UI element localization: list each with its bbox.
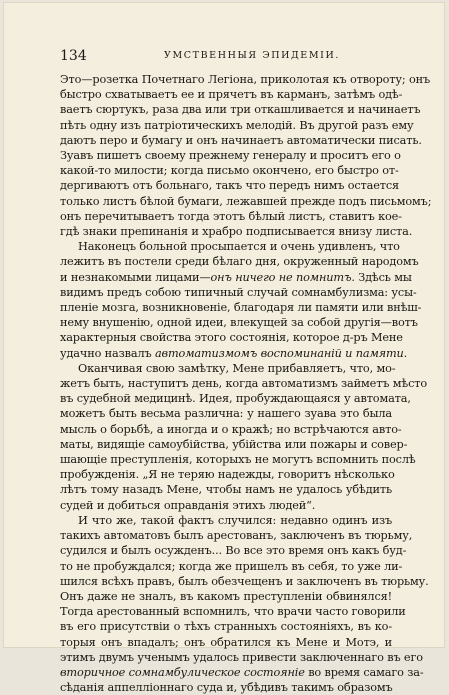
text-run: И что же, такой фактъ случился: недавно одинъ изъ (78, 513, 392, 527)
text-run: характерныя свойства этого состоянія, которое д-ръ Мене (60, 331, 403, 345)
text-run: пробужденія. „Я не теряю надежды, говоритъ нѣсколько (60, 468, 395, 482)
text-line (60, 391, 411, 406)
text-run: въ судебной медицинѣ. Идея, пробуждающаяся у автомата, (60, 392, 411, 406)
page-number: 134 (60, 48, 87, 64)
text-line (60, 543, 407, 558)
text-run: въ его присутствіи о тѣхъ странныхъ состояніяхъ, въ ко- (60, 620, 392, 634)
text-run: Онъ даже не зналъ, въ какомъ преступленіи обвинялся! (60, 589, 392, 603)
text-line (60, 330, 403, 345)
text-run: удачно назвалъ (60, 346, 155, 360)
text-run: этимъ двумъ ученымъ удалось привести заключеннаго въ его (60, 650, 423, 664)
text-run: пѣть одну изъ патріотическихъ мелодій. Въ другой разъ ему (60, 118, 414, 132)
text-run: дергиваютъ отъ больнаго, такъ что передъ нимъ остается (60, 179, 400, 193)
text-run: Здѣсь мы (354, 270, 412, 284)
text-line (60, 482, 392, 497)
text-line (60, 224, 413, 239)
text-line (60, 270, 412, 285)
text-line (60, 133, 422, 148)
text-line (60, 376, 427, 391)
italic-phrase: онъ ничего не помнитъ. (210, 270, 355, 284)
text-line (60, 315, 418, 330)
text-run: лежитъ въ постели среди бѣлаго дня, окруженный народомъ (60, 255, 419, 269)
text-run: гдѣ знаки препинанія и храбро подписывается внизу листа. (60, 225, 413, 239)
book-page (4, 3, 444, 695)
text-run: можетъ быть весьма различна: у нашего зуава это была (60, 407, 392, 421)
text-line (60, 513, 392, 528)
text-run: жетъ быть, наступитъ день, когда автоматизмъ займетъ мѣсто (60, 377, 427, 391)
text-line (60, 102, 421, 117)
italic-phrase: автоматизмомъ воспоминаній и памяти. (154, 346, 408, 360)
text-line (60, 118, 414, 133)
text-run: шился всѣхъ правъ, былъ обезчещенъ и заключенъ въ тюрьму. (60, 574, 429, 588)
text-run: судей и добиться оправданія этихъ людей“. (60, 498, 316, 512)
text-run: Наконецъ больной просыпается и очень удивленъ, что (78, 240, 400, 254)
text-line (60, 498, 392, 513)
text-line (60, 209, 402, 224)
text-run: ваетъ сюртукъ, раза два или три откашливается и начинаетъ (60, 103, 421, 117)
text-run: быстро схватываетъ ее и прячетъ въ карманъ, затѣмъ одѣ- (60, 88, 403, 102)
text-run: Зуавъ пишетъ своему прежнему генералу и проситъ его о (60, 149, 401, 163)
text-line (60, 285, 417, 300)
text-line (60, 559, 403, 574)
text-line (60, 619, 392, 634)
text-run: судился и былъ осужденъ... Во все это время онъ какъ буд- (60, 544, 407, 558)
text-line (60, 361, 396, 376)
text-run: какой-то милости; когда письмо окончено, его быстро от- (60, 164, 399, 178)
text-run: торыя онъ впадалъ; онъ обратился къ Мене и Мотэ, и (60, 635, 392, 649)
text-line (60, 163, 399, 178)
text-line (60, 422, 402, 437)
text-run: маты, видящіе самоубійства, убійства или пожары и совер- (60, 437, 408, 451)
text-run: пленіе мозга, возникновеніе, благодаря ли памяти или внѣш- (60, 301, 422, 315)
text-line (60, 194, 432, 209)
text-run: нему внушенію, одной идеи, влекущей за собой другія—вотъ (60, 316, 418, 330)
text-line (60, 650, 423, 665)
text-run: то не пробуждался; когда же пришелъ въ себя, то уже ли- (60, 559, 403, 573)
text-run: онъ перечитываетъ тогда этотъ бѣлый листъ, ставитъ кое- (60, 209, 402, 223)
text-line (60, 635, 392, 650)
text-run: мысль о борьбѣ, а иногда и о кражѣ; но встрѣчаются авто- (60, 422, 402, 436)
text-line (60, 300, 422, 315)
running-title: УМСТВЕННЫЯ ЭПИДЕМІИ. (164, 50, 341, 61)
italic-phrase: вторичное сомнамбулическое состояніе (60, 665, 305, 679)
text-line (60, 437, 408, 452)
text-run: лѣтъ тому назадъ Мене, чтобы намъ не удалось убѣдить (60, 483, 392, 497)
text-run: Это—розетка Почетнаго Легіона, приколотая къ отвороту; онъ (60, 73, 431, 86)
text-run: во время самаго за- (304, 665, 424, 679)
text-run: такихъ автоматовъ былъ арестованъ, заключенъ въ тюрьму, (60, 529, 413, 543)
text-run: Тогда арестованный вспомнилъ, что врачи часто говорили (60, 605, 406, 619)
text-run: только листъ бѣлой бумаги, лежавшей прежде подъ письмомъ; (60, 194, 432, 208)
text-line (60, 528, 413, 543)
text-line (60, 574, 429, 589)
page-header (60, 48, 390, 64)
text-line (60, 72, 431, 87)
text-line (60, 452, 416, 467)
text-run: шающіе преступленія, которыхъ не могутъ вспомнить послѣ (60, 453, 416, 467)
text-line (60, 680, 392, 695)
text-line (60, 604, 406, 619)
text-line (60, 467, 395, 482)
text-line (60, 589, 392, 604)
text-run: видимъ предъ собою типичный случай сомнамбулизма: усы- (60, 285, 417, 299)
text-line (60, 406, 392, 421)
text-run: и незнакомыми лицами— (60, 270, 211, 284)
text-line (60, 148, 401, 163)
text-run: даютъ перо и бумагу и онъ начинаетъ автоматически писать. (60, 133, 422, 147)
text-line (60, 178, 400, 193)
text-run: Оканчивая свою замѣтку, Мене прибавляетъ, что, мо- (78, 361, 396, 375)
text-line (60, 87, 403, 102)
text-line (60, 239, 400, 254)
text-line (60, 254, 419, 269)
text-line (60, 346, 408, 361)
text-run: сѣданія аппелліоннаго суда и, убѣдивъ такимъ образомъ (60, 681, 393, 695)
body-text (60, 72, 432, 695)
text-line (60, 665, 424, 680)
